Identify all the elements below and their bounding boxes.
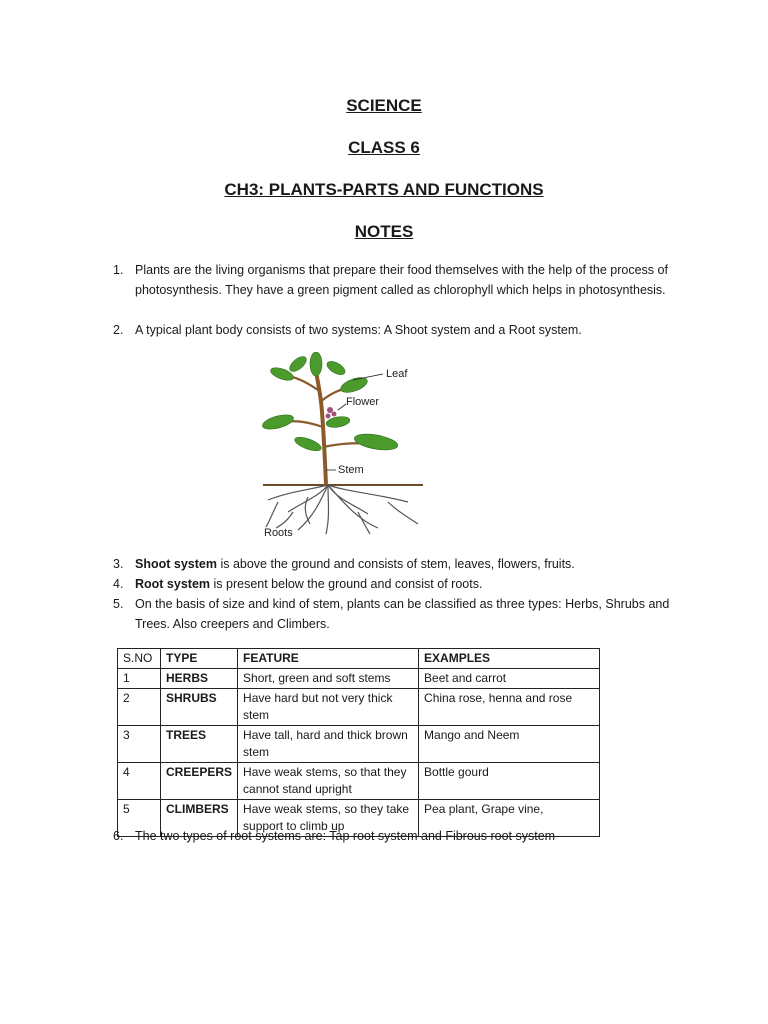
stem-label: Stem bbox=[338, 464, 364, 476]
chapter-heading: CH3: PLANTS-PARTS AND FUNCTIONS bbox=[224, 180, 544, 199]
item-text: On the basis of size and kind of stem, plants can be classified as three types: Herbs, Shrubs and Trees. Also creepers and Climbers. bbox=[135, 597, 670, 631]
cell-examples: Beet and carrot bbox=[419, 669, 600, 689]
table-row bbox=[118, 669, 600, 689]
item-text bbox=[135, 574, 680, 594]
item-number: 2. bbox=[113, 323, 124, 337]
item-number: 4. bbox=[113, 577, 124, 591]
column-header: TYPE bbox=[161, 649, 238, 669]
cell-type: TREES bbox=[161, 726, 238, 763]
subject-heading: SCIENCE bbox=[346, 96, 422, 115]
cell-examples: Pea plant, Grape vine, bbox=[419, 800, 600, 837]
item-text bbox=[135, 554, 680, 574]
notes-heading: NOTES bbox=[354, 222, 414, 241]
item-text-rest: is above the ground and consists of stem, leaves, flowers, fruits. bbox=[216, 557, 575, 571]
item-number: 5. bbox=[113, 597, 124, 611]
item-number: 6. bbox=[113, 829, 124, 843]
column-header: EXAMPLES bbox=[419, 649, 600, 669]
cell-sno: 2 bbox=[118, 689, 161, 726]
item-bold-term: Shoot system bbox=[135, 557, 217, 571]
table-row bbox=[118, 689, 600, 726]
flower-drawing bbox=[326, 407, 337, 419]
cell-feature: Have weak stems, so that they cannot stand upright bbox=[238, 763, 419, 800]
cell-type: CLIMBERS bbox=[161, 800, 238, 837]
cell-type: HERBS bbox=[161, 669, 238, 689]
cell-sno: 5 bbox=[118, 800, 161, 837]
leaf-label: Leaf bbox=[386, 368, 408, 380]
plant-diagram bbox=[258, 352, 428, 542]
cell-type: SHRUBS bbox=[161, 689, 238, 726]
cell-examples: Mango and Neem bbox=[419, 726, 600, 763]
item-text: The two types of root systems are: Tap root system and Fibrous root system bbox=[135, 829, 556, 843]
item-text: Plants are the living organisms that prepare their food themselves with the help of the process of photosynthesis. They have a green pigment called as chlorophyll which helps in photosynthesis. bbox=[135, 263, 668, 297]
item-text: A typical plant body consists of two systems: A Shoot system and a Root system. bbox=[135, 323, 582, 337]
table-header-row bbox=[118, 649, 600, 669]
table-row bbox=[118, 726, 600, 763]
cell-sno: 3 bbox=[118, 726, 161, 763]
item-number: 1. bbox=[113, 263, 124, 277]
item-number: 3. bbox=[113, 557, 124, 571]
cell-examples: Bottle gourd bbox=[419, 763, 600, 800]
plant-types-table bbox=[117, 648, 600, 837]
item-text-rest: is present below the ground and consist of roots. bbox=[210, 577, 483, 591]
column-header: S.NO bbox=[118, 649, 161, 669]
cell-feature: Have hard but not very thick stem bbox=[238, 689, 419, 726]
roots-label: Roots bbox=[264, 527, 293, 539]
cell-examples: China rose, henna and rose bbox=[419, 689, 600, 726]
column-header: FEATURE bbox=[238, 649, 419, 669]
item-bold-term: Root system bbox=[135, 577, 211, 591]
cell-sno: 1 bbox=[118, 669, 161, 689]
cell-type: CREEPERS bbox=[161, 763, 238, 800]
cell-feature: Have weak stems, so they take support to climb up bbox=[238, 800, 419, 837]
class-heading: CLASS 6 bbox=[348, 138, 420, 157]
flower-label: Flower bbox=[346, 396, 380, 408]
table-row bbox=[118, 763, 600, 800]
cell-sno: 4 bbox=[118, 763, 161, 800]
cell-feature: Have tall, hard and thick brown stem bbox=[238, 726, 419, 763]
cell-feature: Short, green and soft stems bbox=[238, 669, 419, 689]
